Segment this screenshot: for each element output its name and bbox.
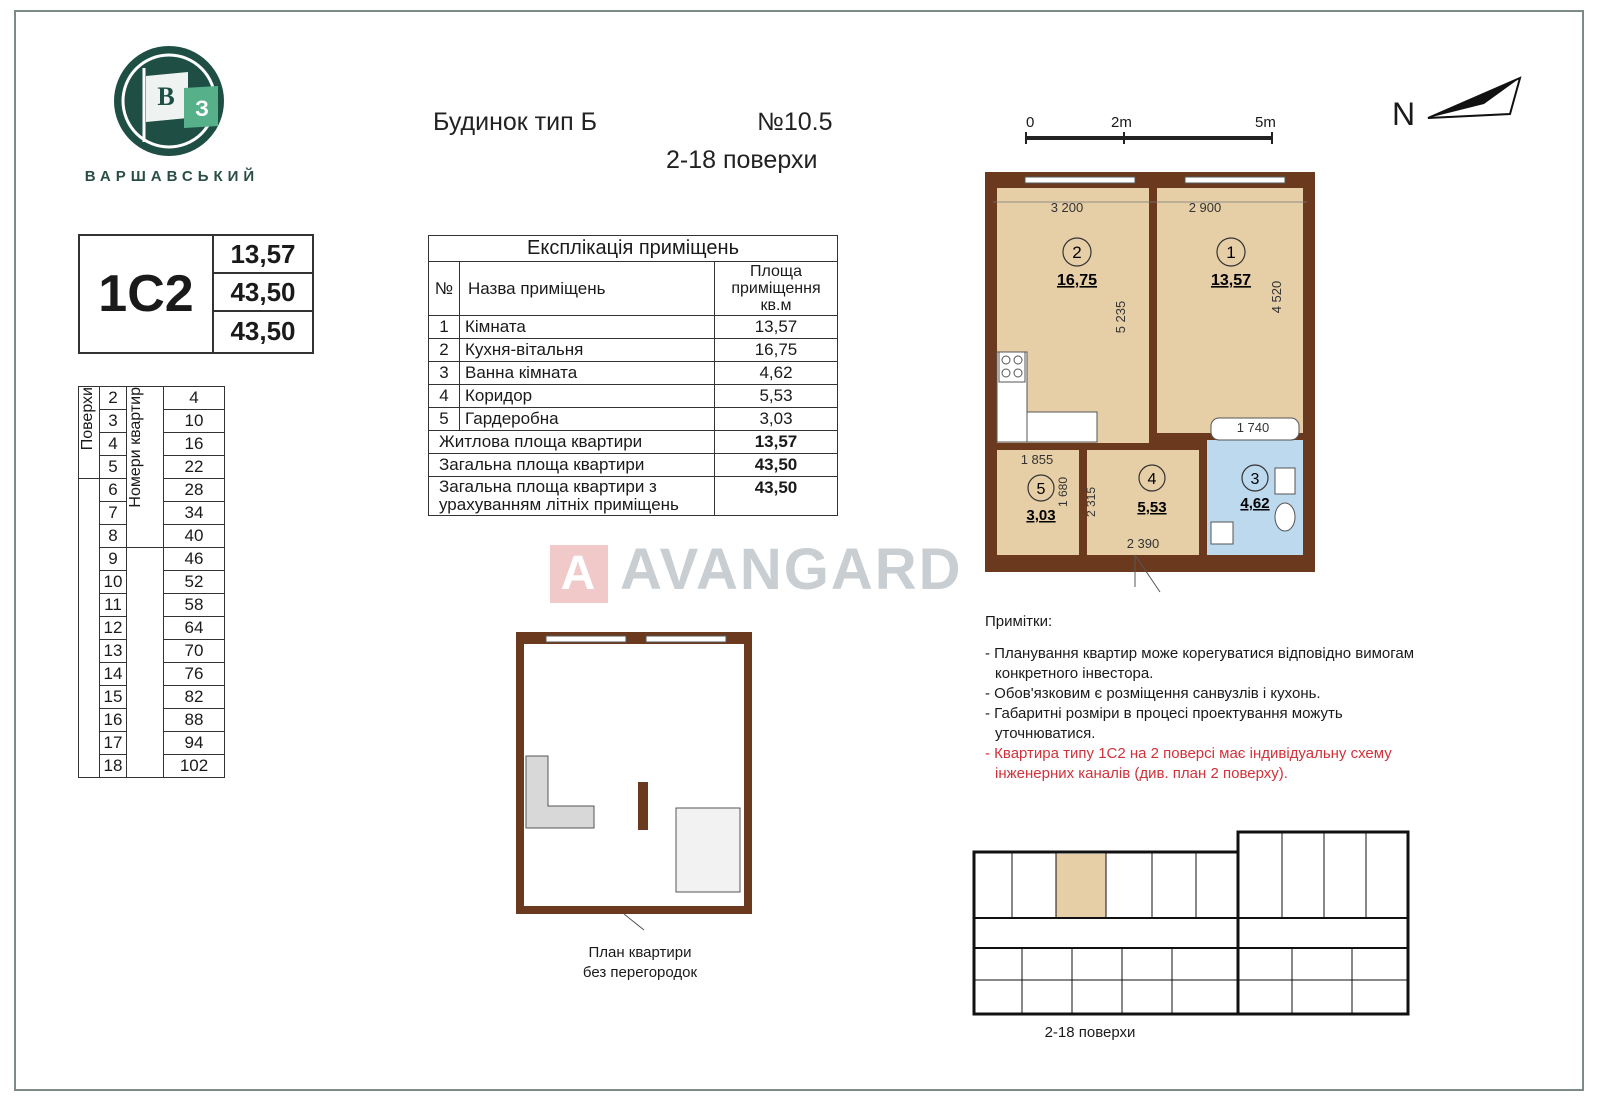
explication-title: Експлікація приміщень bbox=[429, 236, 838, 262]
room-number: 4 bbox=[429, 385, 460, 408]
notes-section bbox=[985, 612, 1425, 784]
room-name: Кухня-вітальня bbox=[460, 339, 715, 362]
room-number: 3 bbox=[429, 362, 460, 385]
note-item: - Габаритні розміри в процесі проектування можуть уточнюватися. bbox=[985, 705, 1343, 742]
floor-number: 15 bbox=[100, 686, 127, 709]
room-row bbox=[429, 385, 838, 408]
floor-number: 11 bbox=[100, 594, 127, 617]
col-area-header: Площа приміщення кв.м bbox=[715, 262, 838, 316]
room-number: 1 bbox=[429, 316, 460, 339]
room-2-area: 16,75 bbox=[1056, 272, 1098, 289]
apartment-number: 82 bbox=[164, 686, 225, 709]
floor-number: 7 bbox=[100, 502, 127, 525]
brand-name: ВАРШАВСЬКИЙ bbox=[84, 168, 260, 185]
apartment-number: 94 bbox=[164, 732, 225, 755]
apartment-number: 10 bbox=[164, 410, 225, 433]
room-5-area: 3,03 bbox=[1026, 507, 1056, 524]
building-type: Будинок тип Б bbox=[433, 108, 597, 136]
apartment-number: 70 bbox=[164, 640, 225, 663]
note-item: - Планування квартир може корегуватися відповідно вимогам конкретного інвестора. bbox=[985, 645, 1415, 682]
floor-number: 16 bbox=[100, 709, 127, 732]
apartment-living-area: 13,57 bbox=[214, 236, 312, 274]
room-number: 5 bbox=[429, 408, 460, 431]
floor-number: 2 bbox=[100, 387, 127, 410]
watermark: A AVANGARD bbox=[550, 536, 963, 603]
open-plan-caption-line2: без перегородок bbox=[582, 964, 698, 981]
total-row bbox=[429, 431, 838, 454]
dim-1740: 1 740 bbox=[1236, 420, 1270, 435]
room-2-number: 2 bbox=[1072, 243, 1082, 262]
explication-table bbox=[428, 235, 838, 516]
dim-5235: 5 235 bbox=[1113, 300, 1128, 334]
floor-key-plan bbox=[972, 830, 1412, 1020]
open-plan-drawing bbox=[516, 632, 756, 932]
floor-number: 18 bbox=[100, 755, 127, 778]
floors-table bbox=[78, 386, 225, 778]
room-row bbox=[429, 408, 838, 431]
floorplan-caption: 2-18 поверхи bbox=[1044, 1024, 1136, 1041]
room-area: 16,75 bbox=[715, 339, 838, 362]
room-row bbox=[429, 339, 838, 362]
apartment-number: 52 bbox=[164, 571, 225, 594]
room-1-area: 13,57 bbox=[1210, 272, 1252, 289]
room-area: 3,03 bbox=[715, 408, 838, 431]
flag-icon bbox=[114, 46, 224, 156]
floors-range: 2-18 поверхи bbox=[666, 146, 818, 174]
floor-number: 8 bbox=[100, 525, 127, 548]
dim-1855: 1 855 bbox=[1020, 452, 1054, 467]
floor-number: 4 bbox=[100, 433, 127, 456]
apartment-number: 34 bbox=[164, 502, 225, 525]
floors-column-label: Поверхи bbox=[79, 387, 96, 451]
room-area: 4,62 bbox=[715, 362, 838, 385]
room-name: Ванна кімната bbox=[460, 362, 715, 385]
note-item-warning: - Квартира типу 1С2 на 2 поверсі має індивідуальну схему інженерних каналів (див. план 2 поверху). bbox=[985, 745, 1392, 782]
col-name-header: Назва приміщень bbox=[460, 262, 715, 316]
total-name: Житлова площа квартири bbox=[429, 431, 715, 454]
floor-row bbox=[79, 387, 225, 410]
apartment-number: 64 bbox=[164, 617, 225, 640]
total-row bbox=[429, 477, 838, 516]
apartment-numbers-column-label: Номери квартир bbox=[127, 387, 144, 508]
floor-number: 12 bbox=[100, 617, 127, 640]
logo-letter-right: З bbox=[195, 96, 209, 121]
scale-bar bbox=[1024, 132, 1274, 144]
total-area: 43,50 bbox=[715, 454, 838, 477]
dim-1680: 1 680 bbox=[1056, 476, 1070, 508]
floor-number: 10 bbox=[100, 571, 127, 594]
logo bbox=[114, 46, 224, 156]
apartment-number: 58 bbox=[164, 594, 225, 617]
room-5-number: 5 bbox=[1036, 481, 1046, 498]
room-3-area: 4,62 bbox=[1240, 495, 1270, 512]
room-4-number: 4 bbox=[1147, 471, 1157, 488]
apartment-code: 1С2 bbox=[80, 236, 214, 352]
watermark-logo-icon: A bbox=[550, 545, 608, 603]
floor-number: 14 bbox=[100, 663, 127, 686]
open-plan-caption-line1: План квартири bbox=[588, 944, 692, 961]
total-area: 13,57 bbox=[715, 431, 838, 454]
room-3-number: 3 bbox=[1250, 471, 1260, 488]
total-row bbox=[429, 454, 838, 477]
floor-number: 13 bbox=[100, 640, 127, 663]
total-name: Загальна площа квартири з урахуванням літніх приміщень bbox=[429, 477, 715, 516]
note-item: - Обов'язковим є розміщення санвузлів і кухонь. bbox=[985, 685, 1321, 702]
floor-number: 9 bbox=[100, 548, 127, 571]
room-area: 13,57 bbox=[715, 316, 838, 339]
north-label: N bbox=[1392, 96, 1416, 132]
apartment-floor-plan bbox=[985, 172, 1315, 602]
floor-number: 17 bbox=[100, 732, 127, 755]
total-name: Загальна площа квартири bbox=[429, 454, 715, 477]
total-area: 43,50 bbox=[715, 477, 838, 516]
dim-2390: 2 390 bbox=[1126, 536, 1160, 551]
floor-number: 5 bbox=[100, 456, 127, 479]
apartment-number: 46 bbox=[164, 548, 225, 571]
apartment-number: 16 bbox=[164, 433, 225, 456]
room-row bbox=[429, 362, 838, 385]
apartment-number: 88 bbox=[164, 709, 225, 732]
apartment-number: 40 bbox=[164, 525, 225, 548]
scale-tick-0: 0 bbox=[1026, 114, 1035, 131]
room-1-number: 1 bbox=[1226, 243, 1236, 262]
apartment-number: 4 bbox=[164, 387, 225, 410]
room-name: Гардеробна bbox=[460, 408, 715, 431]
logo-letter-left: В bbox=[157, 82, 175, 111]
room-area: 5,53 bbox=[715, 385, 838, 408]
scale-tick-5m: 5m bbox=[1255, 114, 1276, 131]
room-row bbox=[429, 316, 838, 339]
notes-title: Примітки: bbox=[985, 613, 1053, 630]
building-number: №10.5 bbox=[757, 108, 833, 136]
floor-number: 3 bbox=[100, 410, 127, 433]
room-name: Коридор bbox=[460, 385, 715, 408]
apartment-number: 76 bbox=[164, 663, 225, 686]
dim-2900: 2 900 bbox=[1188, 200, 1222, 215]
room-name: Кімната bbox=[460, 316, 715, 339]
room-4-area: 5,53 bbox=[1137, 499, 1167, 516]
dim-4520: 4 520 bbox=[1269, 280, 1284, 314]
floor-row bbox=[79, 548, 225, 571]
room-number: 2 bbox=[429, 339, 460, 362]
apartment-total-area: 43,50 bbox=[214, 274, 312, 312]
north-arrow-icon bbox=[1424, 74, 1524, 122]
apartment-total-area-summer: 43,50 bbox=[230, 315, 296, 346]
col-no-header: № bbox=[429, 262, 460, 316]
scale-tick-2m: 2m bbox=[1111, 114, 1132, 131]
dim-3200: 3 200 bbox=[1050, 200, 1084, 215]
dim-2315: 2 315 bbox=[1084, 486, 1098, 518]
apartment-number: 22 bbox=[164, 456, 225, 479]
apartment-number: 102 bbox=[164, 755, 225, 778]
floor-number: 6 bbox=[100, 479, 127, 502]
apartment-number: 28 bbox=[164, 479, 225, 502]
